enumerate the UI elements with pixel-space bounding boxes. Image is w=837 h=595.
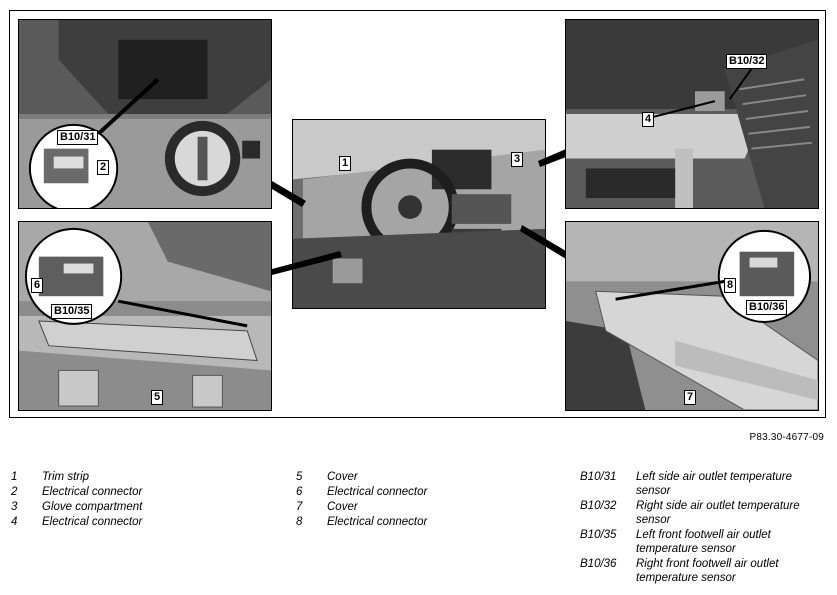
legend-text: Right front footwell air outlet temperature sensor <box>636 558 779 584</box>
legend-row <box>296 485 427 500</box>
legend-text: Cover <box>327 501 358 513</box>
legend-column-1 <box>11 470 142 530</box>
legend-column-3 <box>580 470 816 586</box>
callout-3: 3 <box>511 152 523 167</box>
legend-text: Right side air outlet temperature sensor <box>636 500 800 526</box>
legend-row <box>580 557 816 586</box>
legend-row <box>296 515 427 530</box>
legend-row <box>11 500 142 515</box>
legend-key: 2 <box>11 486 18 498</box>
legend-key: 3 <box>11 501 18 513</box>
photo-glove-compartment <box>565 19 819 209</box>
callout-b10-35: B10/35 <box>51 304 92 319</box>
legend-key: B10/31 <box>580 471 617 483</box>
legend-key: B10/36 <box>580 558 617 570</box>
callout-2: 2 <box>97 160 109 175</box>
legend-row <box>580 528 816 557</box>
legend-text: Electrical connector <box>42 486 143 498</box>
figure-reference: P83.30-4677-09 <box>749 432 824 443</box>
callout-b10-31: B10/31 <box>57 130 98 145</box>
legend-text: Cover <box>327 471 358 483</box>
photo-light-switch <box>18 19 272 209</box>
legend-key: B10/35 <box>580 529 617 541</box>
callout-6: 6 <box>31 278 43 293</box>
legend-text: Glove compartment <box>42 501 143 513</box>
callout-b10-36: B10/36 <box>746 300 787 315</box>
legend-row <box>11 515 142 530</box>
legend-row <box>580 499 816 528</box>
callout-5: 5 <box>151 390 163 405</box>
legend-key: 7 <box>296 501 303 513</box>
photo-dashboard-overview <box>292 119 546 309</box>
legend-row <box>11 470 142 485</box>
legend-text: Electrical connector <box>42 516 143 528</box>
legend-key: 4 <box>11 516 18 528</box>
legend-key: 8 <box>296 516 303 528</box>
legend-row <box>11 485 142 500</box>
callout-8: 8 <box>724 278 736 293</box>
legend-row <box>296 500 427 515</box>
legend-text: Left front footwell air outlet temperature sensor <box>636 529 771 555</box>
callout-7: 7 <box>684 390 696 405</box>
legend-text: Electrical connector <box>327 486 428 498</box>
legend-key: 1 <box>11 471 18 483</box>
legend-text: Left side air outlet temperature sensor <box>636 471 792 497</box>
legend-text: Trim strip <box>42 471 90 483</box>
legend-key: B10/32 <box>580 500 617 512</box>
legend-key: 5 <box>296 471 303 483</box>
callout-4: 4 <box>642 112 654 127</box>
photo-left-footwell <box>18 221 272 411</box>
legend-text: Electrical connector <box>327 516 428 528</box>
legend-row <box>296 470 427 485</box>
callout-1: 1 <box>339 156 351 171</box>
callout-b10-32: B10/32 <box>726 54 767 69</box>
legend-row <box>580 470 816 499</box>
figure-frame <box>9 10 826 418</box>
legend-column-2 <box>296 470 427 530</box>
legend-key: 6 <box>296 486 303 498</box>
photo-right-footwell <box>565 221 819 411</box>
